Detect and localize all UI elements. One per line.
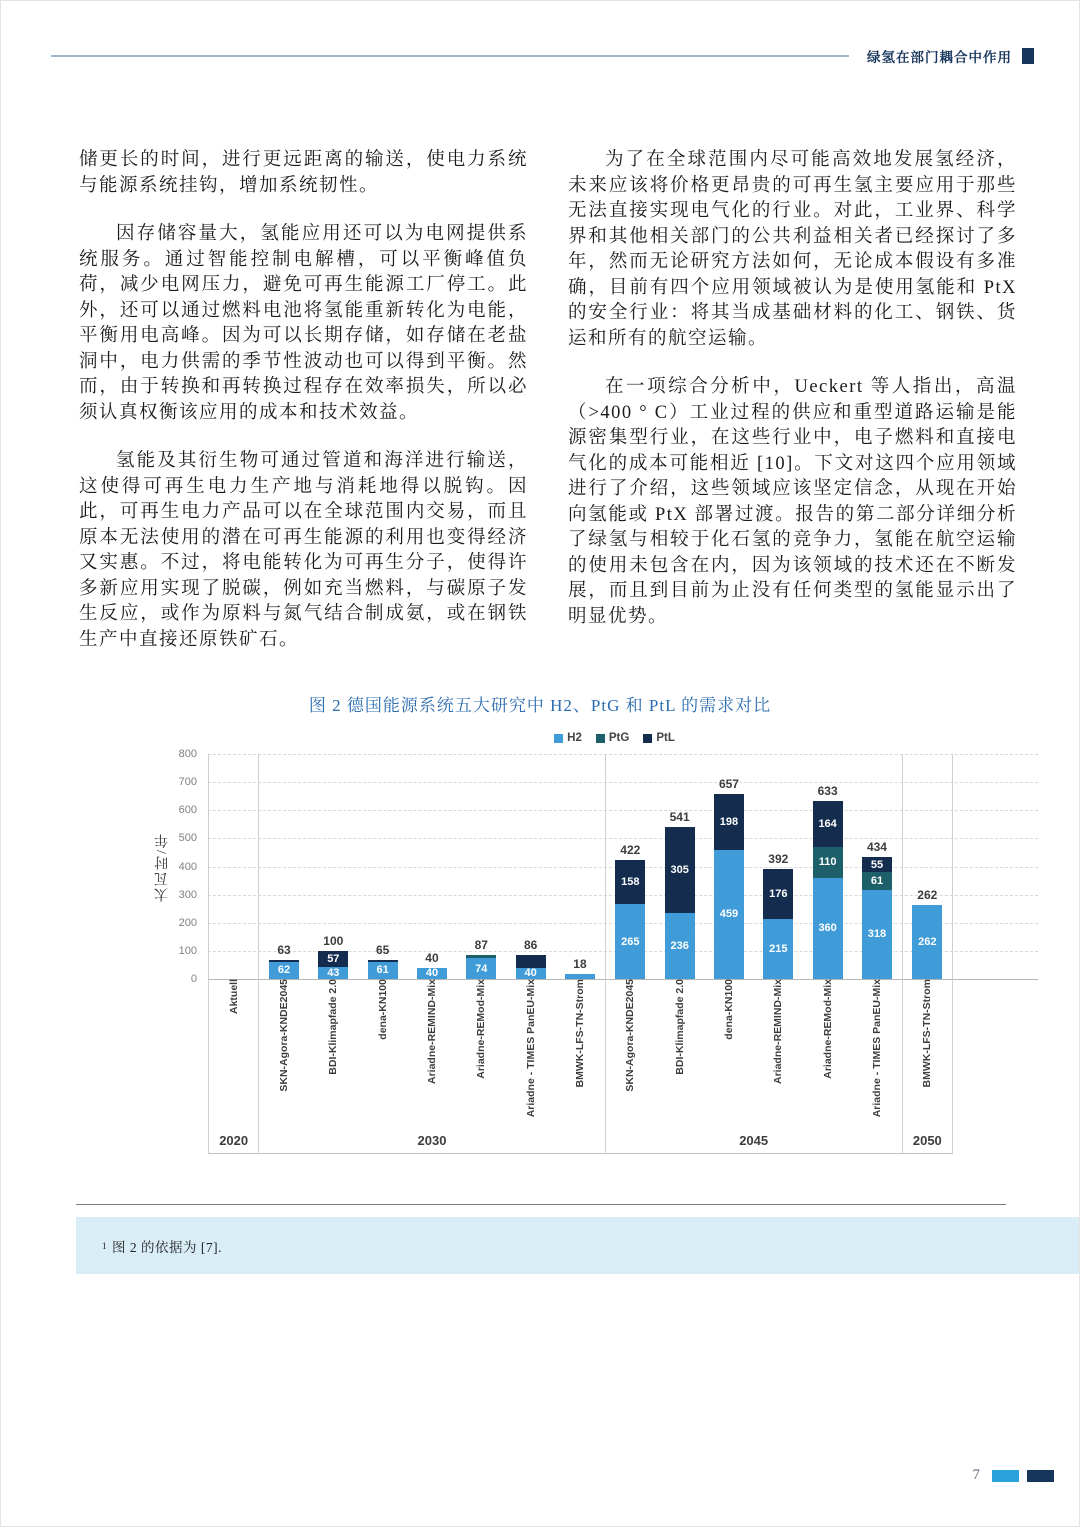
- bar-segment-h2: 40: [516, 968, 546, 979]
- bar-segment-ptg: 110: [813, 847, 843, 878]
- bar-total-label: 40: [425, 950, 439, 965]
- x-label-cell: [309, 979, 358, 1127]
- x-label-cell: [704, 979, 753, 1127]
- chart-legend: [191, 732, 1038, 744]
- bar-column: [309, 934, 358, 979]
- x-axis-label: dena-KN100: [722, 979, 735, 1040]
- page-number: 7: [972, 1467, 980, 1483]
- x-axis-label: Ariadne-REMod-Mix: [821, 979, 834, 1079]
- x-label-cell: [754, 979, 803, 1127]
- x-axis-label: Ariadne-REMod-Mix: [475, 979, 488, 1079]
- y-tick-label: 100: [178, 944, 197, 957]
- footnote-rule: [76, 1204, 1006, 1205]
- x-label-cell: [852, 979, 901, 1127]
- bar-segment-ptl: 164: [813, 801, 843, 847]
- x-label-cell: [259, 979, 308, 1127]
- bar-column: [803, 784, 852, 979]
- bar-total-label: 657: [718, 777, 739, 792]
- bar-total-label: 434: [866, 839, 887, 854]
- legend-item: [596, 732, 629, 744]
- y-tick-label: 500: [178, 832, 197, 845]
- header-rule: [51, 55, 849, 57]
- footnote-marker: 1: [102, 1240, 107, 1251]
- y-tick-label: 800: [178, 748, 197, 760]
- stacked-bar: [269, 960, 299, 979]
- bar-segment-h2: 40: [417, 968, 447, 979]
- y-tick-label: 0: [190, 973, 197, 985]
- legend-label: PtL: [656, 732, 675, 744]
- legend-label: H2: [567, 732, 582, 744]
- year-label: 2020: [209, 1127, 258, 1154]
- bar-total-label: 392: [768, 852, 789, 867]
- y-tick-label: 400: [178, 860, 197, 873]
- year-group: [258, 754, 604, 1154]
- x-label-cell: [457, 979, 506, 1127]
- x-label-cell: [606, 979, 655, 1127]
- plot-right-padding: [953, 754, 1038, 1154]
- stacked-bar: [862, 857, 892, 979]
- x-axis-label: Ariadne - TIMES PanEU-Mix: [524, 979, 537, 1118]
- x-axis-label: BDI-Klimapfade 2.0: [673, 979, 686, 1075]
- x-axis-label: SKN-Agora-KNDE2045: [277, 979, 290, 1092]
- stacked-bar: [813, 801, 843, 979]
- bar-column: [259, 943, 308, 979]
- bar-segment-h2: 74: [466, 958, 496, 979]
- bar-segment-h2: 360: [813, 878, 843, 979]
- legend-label: PtG: [608, 732, 630, 744]
- paragraph: 因存储容量大，氢能应用还可以为电网提供系统服务。通过智能控制电解槽，可以平衡峰值负荷，减少电网压力，避免可再生能源工厂停工。此外，还可以通过燃料电池将氢能重新转化为电能，平衡用电高峰。因为可以长期存储，如存储在老盐洞中，电力供需的季节性波动也可以得到平衡。然而，由于转换和再转换过程存在效率损失，所以必须认真权衡该应用的成本和技术效益。: [79, 224, 528, 423]
- legend-swatch: [596, 734, 605, 743]
- bar-column: [606, 843, 655, 979]
- footer-accent-square-dark: [1027, 1470, 1054, 1482]
- bar-total-label: 87: [474, 937, 488, 952]
- x-axis-label: dena-KN100: [376, 979, 389, 1040]
- year-label: 2030: [259, 1127, 604, 1154]
- bar-column: [555, 957, 604, 979]
- paragraph: 储更长的时间，进行更远距离的输送，使电力系统与能源系统挂钩，增加系统韧性。: [79, 150, 528, 196]
- right-column: [568, 148, 1017, 653]
- paragraph: 氢能及其衍生物可通过管道和海洋进行输送，这使得可再生电力生产地与消耗地得以脱钩。因此，可再生电力产品可以在全球范围内交易，而且原本无法使用的潜在可再生能源的利用也变得经济又实惠。不过，将电能转化为可再生分子，使得许多新应用实现了脱碳，例如充当燃料，与碳原子发生反应，或作为原料与氮气结合制成氨，或在钢铁生产中直接还原铁矿石。: [79, 451, 528, 650]
- x-axis-label: Ariadne-REMIND-Mix: [425, 979, 438, 1085]
- bar-segment-h2: 459: [714, 850, 744, 979]
- bar-segment-h2: 61: [368, 962, 398, 979]
- legend-item: [643, 732, 675, 744]
- bar-column: [457, 938, 506, 979]
- bar-column: [704, 777, 753, 979]
- paragraph: 为了在全球范围内尽可能高效地发展氢经济，未来应该将价格更昂贵的可再生氢主要应用于那些无法直接实现电气化的行业。对此，工业界、科学界和其他相关部门的公共利益相关者已经探讨了多年，然而无论研究方法如何，无论成本假设有多准确，目前有四个应用领域被认为是使用氢能和 PtX 的安全行业：将其当成基础材料的化工、钢铁、货运和所有的航空运输。: [568, 150, 1017, 349]
- y-tick-label: 600: [178, 804, 197, 817]
- bar-segment-h2: 318: [862, 890, 892, 979]
- page-header: [51, 46, 1034, 66]
- bar-total-label: 65: [375, 942, 390, 957]
- legend-swatch: [554, 734, 563, 743]
- bar-column: [506, 938, 555, 979]
- x-axis-label: BDI-Klimapfade 2.0: [327, 979, 340, 1075]
- chart-plot: [178, 748, 1038, 1154]
- bar-segment-h2: 236: [665, 913, 695, 979]
- legend-item: [554, 732, 582, 744]
- year-group: [902, 754, 953, 1154]
- bar-segment-ptl: 176: [763, 869, 793, 919]
- x-axis-label: Ariadne-REMIND-Mix: [772, 979, 785, 1085]
- bar-segment-ptl: 198: [714, 794, 744, 850]
- bar-segment-h2: 215: [763, 919, 793, 979]
- bar-total-label: 262: [917, 888, 938, 903]
- x-label-cell: [803, 979, 852, 1127]
- bar-segment-ptl: 55: [862, 857, 892, 872]
- x-axis-label: BMWK-LFS-TN-Strom: [573, 979, 586, 1088]
- bar-segment-h2: 43: [318, 967, 348, 979]
- stacked-bar: [318, 951, 348, 979]
- chart-bars: [208, 754, 1038, 1154]
- bar-segment-ptl: 57: [318, 951, 348, 967]
- left-column: [79, 148, 528, 653]
- bar-total-label: 63: [277, 942, 291, 957]
- bar-segment-h2: 265: [615, 904, 645, 979]
- bar-column: [754, 852, 803, 979]
- bar-total-label: 422: [620, 843, 641, 858]
- bar-segment-ptl: [516, 955, 546, 968]
- bar-total-label: 633: [817, 783, 838, 798]
- x-axis-label: SKN-Agora-KNDE2045: [624, 979, 637, 1092]
- stacked-bar: [763, 869, 793, 979]
- running-head: 绿氢在部门耦合中作用: [867, 50, 1012, 65]
- bar-total-label: 18: [573, 956, 587, 971]
- bar-segment-ptl: 305: [665, 827, 695, 913]
- stacked-bar: [912, 905, 942, 979]
- stacked-bar: [417, 968, 447, 979]
- stacked-bar: [665, 827, 695, 979]
- stacked-bar: [615, 860, 645, 979]
- paragraph: 在一项综合分析中，Ueckert 等人指出，高温（>400 ° C）工业过程的供应和重型道路运输是能源密集型行业，在这些行业中，电子燃料和直接电气化的成本可能相近 [10]。下文对这四个应用领域进行了介绍，这些领域应该坚定信念，从现在开始向氢能或 PtX 部署过渡。报告的第二部分详细分析了绿氢与相较于化石氢的竞争力，氢能在航空运输的使用未包含在内，因为该领域的技术还在不断发展，而且到目前为止没有任何类型的氢能显示出了明显优势。: [568, 377, 1017, 627]
- body-columns: [79, 148, 1017, 653]
- figure-chart: [151, 732, 1038, 1154]
- bar-column: [407, 951, 456, 979]
- bar-segment-h2: 262: [912, 905, 942, 979]
- bar-segment-h2: 62: [269, 962, 299, 979]
- figure-caption: 图 2 德国能源系统五大研究中 H2、PtG 和 PtL 的需求对比: [308, 696, 772, 715]
- year-label: 2050: [903, 1127, 952, 1154]
- x-axis-label: BMWK-LFS-TN-Strom: [921, 979, 934, 1088]
- legend-swatch: [643, 734, 652, 743]
- x-label-cell: [903, 979, 952, 1127]
- stacked-bar: [714, 794, 744, 979]
- bar-column: [903, 888, 952, 979]
- stacked-bar: [516, 955, 546, 979]
- page-footer: [973, 1467, 1055, 1484]
- x-label-cell: [506, 979, 555, 1127]
- year-label: 2045: [606, 1127, 902, 1154]
- y-tick-label: 200: [178, 916, 197, 929]
- bar-segment-ptl: 158: [615, 860, 645, 904]
- bar-total-label: 541: [669, 809, 690, 824]
- year-group: [208, 754, 258, 1154]
- x-label-cell: [358, 979, 407, 1127]
- bar-segment-ptg: 61: [862, 872, 892, 889]
- header-accent-square: [1022, 48, 1034, 64]
- x-label-cell: [209, 979, 258, 1127]
- year-group: [605, 754, 902, 1154]
- y-tick-label: 300: [178, 888, 197, 901]
- bar-total-label: 86: [523, 937, 538, 952]
- x-label-cell: [407, 979, 456, 1127]
- footnote: [76, 1217, 1080, 1274]
- stacked-bar: [466, 955, 496, 979]
- x-axis-label: Aktuell: [227, 979, 240, 1015]
- y-tick-label: 700: [178, 776, 197, 789]
- y-axis-label: 太瓦时/年: [155, 832, 170, 902]
- bar-column: [852, 840, 901, 979]
- bar-total-label: 100: [323, 933, 344, 948]
- x-axis-label: Ariadne - TIMES PanEU-Mix: [870, 979, 883, 1118]
- stacked-bar: [368, 960, 398, 979]
- bar-column: [358, 943, 407, 979]
- footer-accent-square-light: [992, 1470, 1019, 1482]
- footnote-text: 图 2 的依据为 [7].: [112, 1239, 222, 1255]
- x-label-cell: [555, 979, 604, 1127]
- bar-column: [655, 810, 704, 979]
- x-label-cell: [655, 979, 704, 1127]
